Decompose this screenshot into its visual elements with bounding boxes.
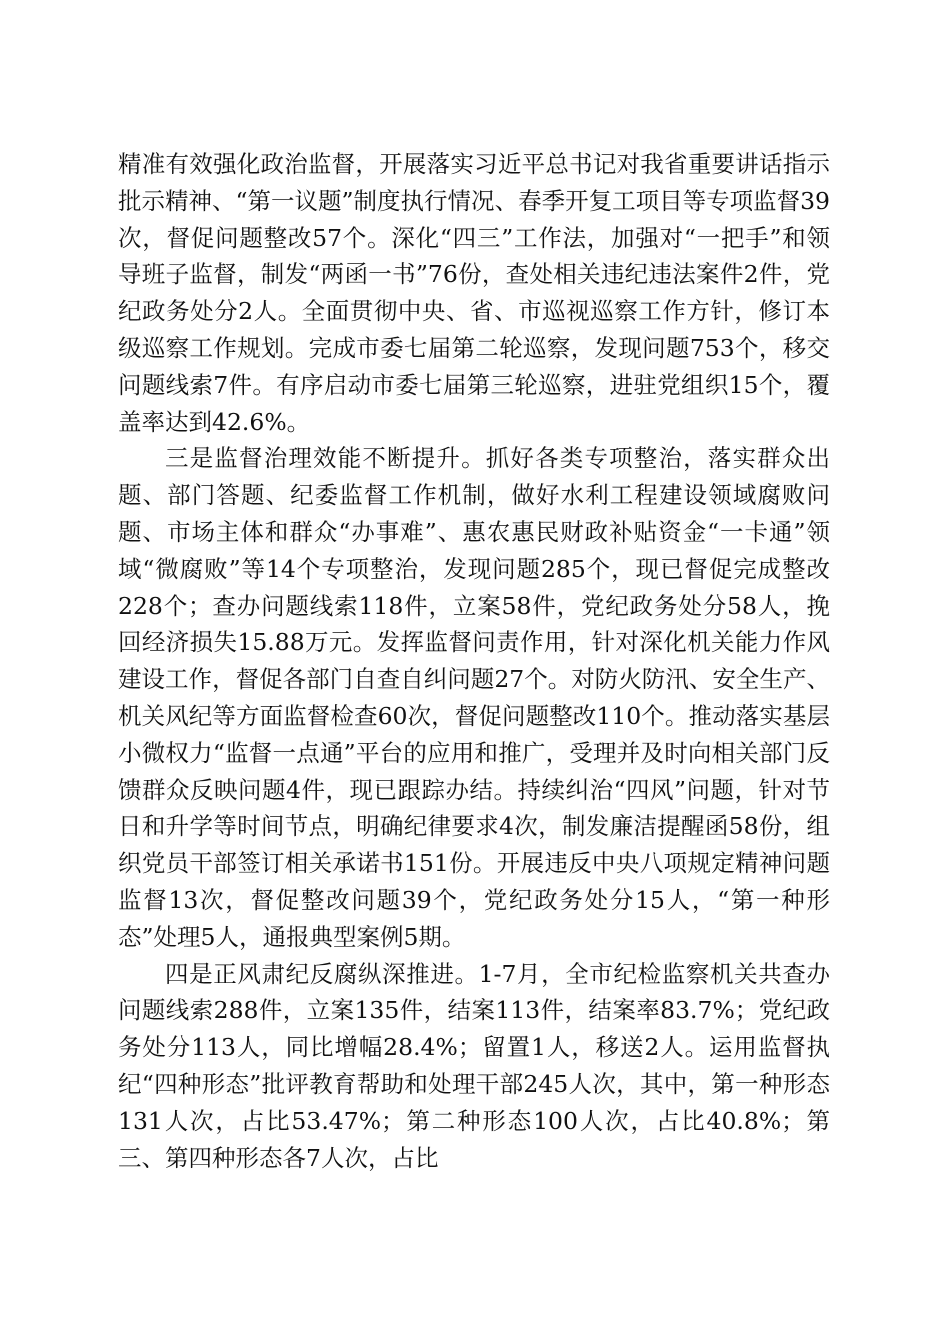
paragraph-supervision-intro: 精准有效强化政治监督，开展落实习近平总书记对我省重要讲话指示批示精神、“第一议题”制度执行情况、春季开复工项目等专项监督39次，督促问题整改57个。深化“四三”工作法，加强对“一把手”和领导班子监督，制发“两函一书”76份，查处相关违纪违法案件2件，党纪政务处分2人。全面贯彻中央、省、市巡视巡察工作方针，修订本级巡察工作规划。完成市委七届第二轮巡察，发现问题753个，移交问题线索7件。有序启动市委七届第三轮巡察，进驻党组织15个，覆盖率达到42.6%。 [118, 150, 830, 436]
paragraph-anti-corruption: 四是正风肃纪反腐纵深推进。1-7月，全市纪检监察机关共查办问题线索288件，立案135件，结案113件，结案率83.7%；党纪政务处分113人，同比增幅28.4%；留置1人，移送2人。运用监督执纪“四种形态”批评教育帮助和处理干部245人次，其中，第一种形态131人次，占比53.47%；第二种形态100人次，占比40.8%；第三、第四种形态各7人次，占比 [118, 959, 830, 1172]
document-body [118, 146, 830, 1176]
paragraph-supervision-governance: 三是监督治理效能不断提升。抓好各类专项整治，落实群众出题、部门答题、纪委监督工作机制，做好水利工程建设领域腐败问题、市场主体和群众“办事难”、惠农惠民财政补贴资金“一卡通”领域“微腐败”等14个专项整治，发现问题285个，现已督促完成整改228个；查办问题线索118件，立案58件，党纪政务处分58人，挽回经济损失15.88万元。发挥监督问责作用，针对深化机关能力作风建设工作，督促各部门自查自纠问题27个。对防火防汛、安全生产、机关风纪等方面监督检查60次，督促问题整改110个。推动落实基层小微权力“监督一点通”平台的应用和推广，受理并及时向相关部门反馈群众反映问题4件，现已跟踪办结。持续纠治“四风”问题，针对节日和升学等时间节点，明确纪律要求4次，制发廉洁提醒函58份，组织党员干部签订相关承诺书151份。开展违反中央八项规定精神问题监督13次，督促整改问题39个，党纪政务处分15人，“第一种形态”处理5人，通报典型案例5期。 [118, 444, 830, 951]
